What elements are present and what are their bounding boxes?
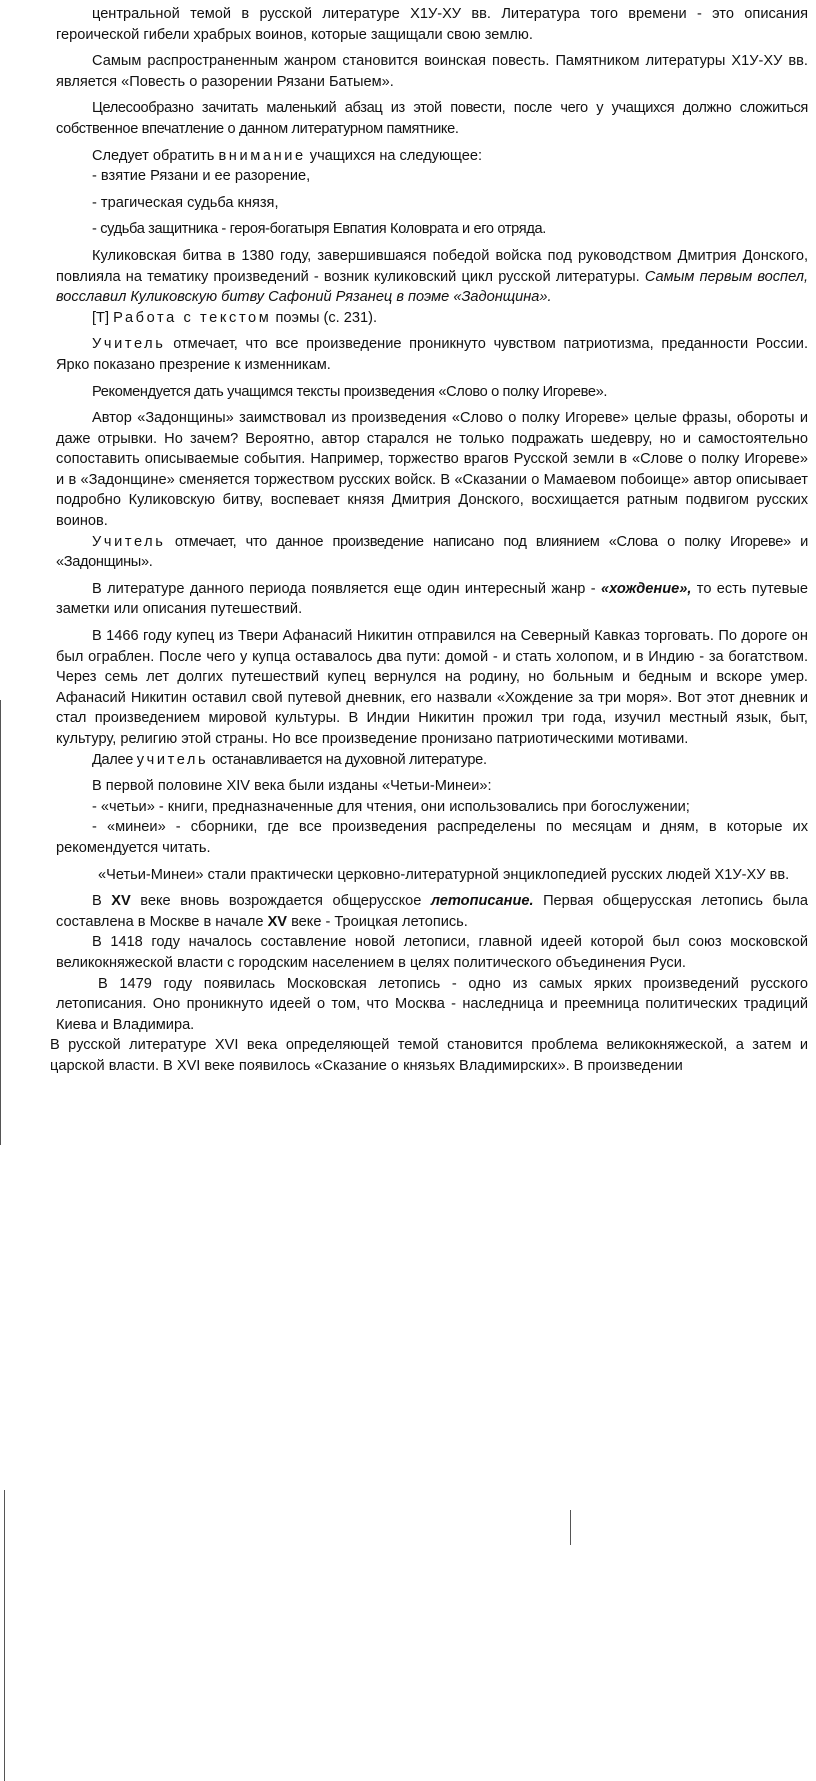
paragraph-7: Учитель отмечает, что все произведение проникнуто чувством патриотизма, преданности России. Ярко показано презрение к изменникам. xyxy=(56,336,809,373)
paragraph-12: В 1466 году купец из Твери Афанасий Никитин отправился на Северный Кавказ торговать. По дороге он был ограблен. После чего у купца оставалось два пути: домой - и стать холопом, и в Индию - за богатством. Через семь лет долгих путешествий купец вернулся на родину, но больным и бедным и вскоре умер. Афанасий Никитин оставил свой путевой дневник, его назвали «Хождение за три моря». Вот этот дневник и стал произведением мировой культуры. В Индии Никитин прожил три года, изучил местный язык, быт, культуру, религию этой страны. Но все произведение пронизано патриотическими мотивами. xyxy=(56,628,808,747)
bold-italic-term: «хождение», xyxy=(600,580,692,597)
paragraph-15: «Четьи-Минеи» стали практически церковно-литературной энциклопедией русских людей Х1У-ХУ вв. xyxy=(98,866,790,883)
paragraph-16: В XV веке вновь возрождается общерусское летописание. Первая общерусская летопись была составлена в Москве в начале XV веке - Троицкая летопись. xyxy=(56,893,808,930)
list-item: - «четьи» - книги, предназначенные для чтения, они использовались при богослужении; xyxy=(92,798,690,815)
paragraph-13: Далее учитель останавливается на духовной литературе. xyxy=(92,751,487,768)
list-item: - взятие Рязани и ее разорение, xyxy=(92,168,311,185)
paragraph-19: В русской литературе XVI века определяющей темой становится проблема великокняжеской, а затем и царской власти. В XVI веке появилось «Сказание о князьях Владимирских». В произведении xyxy=(50,1037,808,1074)
paragraph-8: Рекомендуется дать учащимся тексты произведения «Слово о полку Игореве». xyxy=(92,383,608,400)
paragraph-18: В 1479 году появилась Московская летопись - одно из самых ярких произведений русского летописания. Оно проникнуто идеей о том, что Москва - наследница и преемница политических традиций Киева и Владимира. xyxy=(56,975,808,1033)
paragraph-4: Следует обратить внимание учащихся на следующее: xyxy=(92,147,483,164)
document-text xyxy=(50,4,809,1077)
list-item: - судьба защитника - героя-богатыря Евпатия Коловрата и его отряда. xyxy=(92,221,546,238)
page-margin-line-middle xyxy=(570,1510,571,1545)
paragraph-10: Учитель отмечает, что данное произведение написано под влиянием «Слова о полку Игореве» и «Задонщины». xyxy=(56,533,808,571)
paragraph-9: Автор «Задонщины» заимствовал из произведения «Слово о полку Игореве» целые фразы, обороты и даже отрывки. Но зачем? Вероятно, автор старался не только подражать шедевру, но и самостоятельно сопоставить описываемые события. Например, торжество врагов Русской земли в «Слове о полку Игореве» и в «Задонщине» сменяется торжеством русских войск. В «Сказании о Мамаевом побоище» автор описывает подробно Куликовскую битву, воспевает князя Дмитрия Донского, восхищается ратным подвигом русских воинов. xyxy=(56,410,808,530)
paragraph-6: [Т] Работа с текстом поэмы (с. 231). xyxy=(92,309,378,326)
paragraph-17: В 1418 году началось составление новой летописи, главной идеей которой был союз московской великокняжеской власти с городским населением в целях политического объединения Руси. xyxy=(56,934,808,971)
paragraph-5: Куликовская битва в 1380 году, завершившаяся победой войска под руководством Дмитрия Донского, повлияла на тематику произведений - возник куликовский цикл русской литературы. Самым первым воспел, восславил Куликовскую битву Сафоний Рязанец в поэме «Задонщина». xyxy=(56,247,809,306)
page-margin-line-bottom xyxy=(4,1490,5,1781)
paragraph-3: Целесообразно зачитать маленький абзац из этой повести, после чего у учащихся должно сложиться собственное впечатление о данном литературном памятнике. xyxy=(56,100,808,137)
list-item: - трагическая судьба князя, xyxy=(92,194,279,211)
bold-italic-term: летописание. xyxy=(430,893,534,910)
list-item: - «минеи» - сборники, где все произведения распределены по месяцам и дням, в которые их рекомендуется читать. xyxy=(56,819,808,856)
paragraph-2: Самым распространенным жанром становится воинская повесть. Памятником литературы Х1У-ХУ вв. является «Повесть о разорении Рязани Батыем». xyxy=(56,53,808,90)
emphasis-spaced: внимание xyxy=(218,147,306,164)
paragraph-14: В первой половине XIV века были изданы «Четьи-Минеи»: xyxy=(92,778,492,795)
paragraph-11: В литературе данного периода появляется еще один интересный жанр - «хождение», то есть путевые заметки или описания путешествий. xyxy=(56,580,809,618)
paragraph-1: центральной темой в русской литературе Х1У-ХУ вв. Литература того времени - это описания героической гибели храбрых воинов, которые защищали свою землю. xyxy=(56,6,808,43)
italic-text: Самым первым воспел, восславил Куликовскую битву Сафоний Рязанец в поэме «Задонщина». xyxy=(56,268,809,306)
page-margin-line-left xyxy=(0,700,1,1145)
